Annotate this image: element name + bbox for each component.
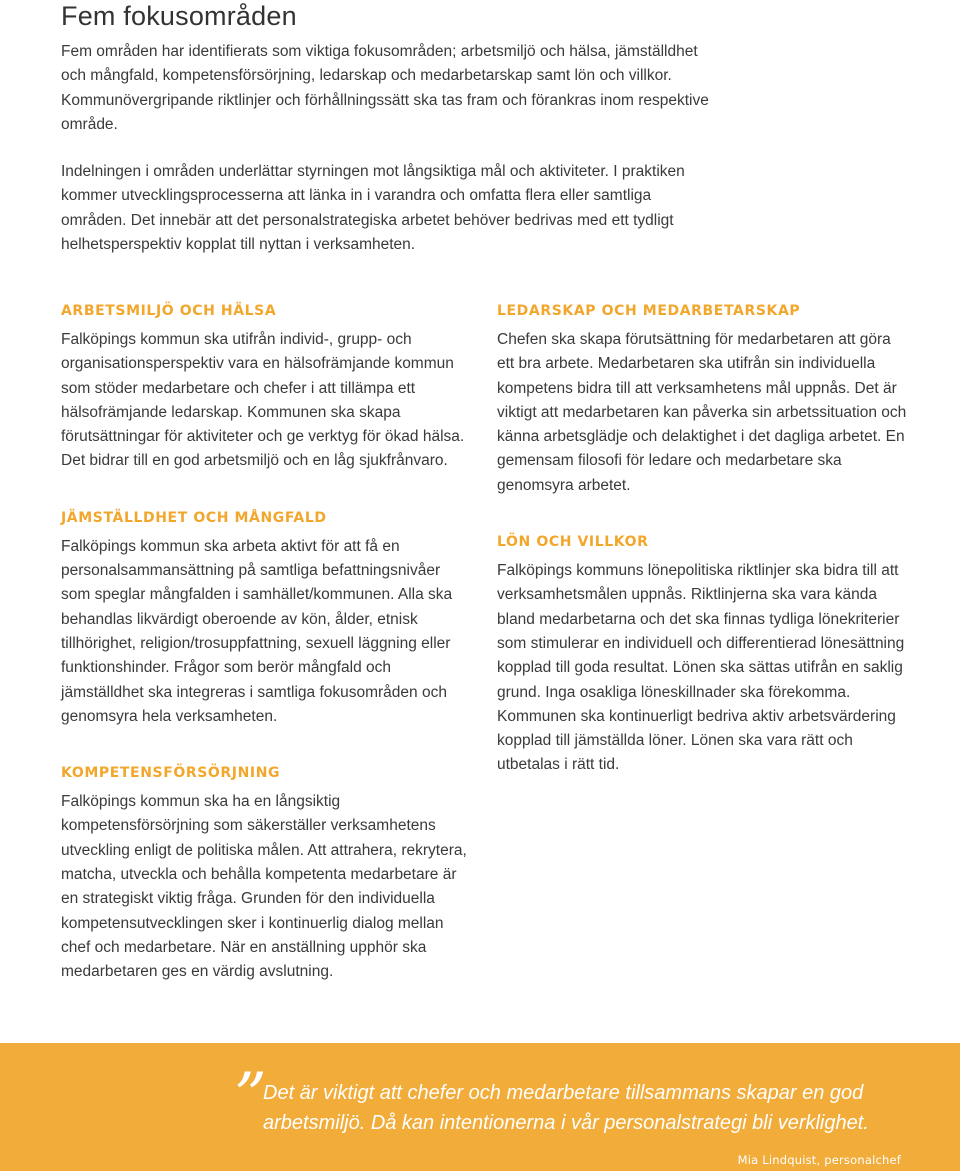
- section-heading: JÄMSTÄLLDHET OCH MÅNGFALD: [61, 509, 327, 526]
- intro-paragraph-1: Fem områden har identifierats som viktiga fokusområden; arbetsmiljö och hälsa, jämställdhet och mångfald, kompetensförsörjning, ledarskap och medarbetarskap samt lön och villkor. Kommunövergripande riktlinjer och förhållningssätt ska tas fram och förankras inom respektive område.: [61, 43, 709, 133]
- section-body: Falköpings kommun ska utifrån individ-, grupp- och organisationsperspektiv vara en hälsofrämjande kommun som stöder medarbetare och chefer i att tillämpa ett hälsofrämjande ledarskap. Kommunen ska skapa förutsättningar för aktiviteter och ge verktyg för ökad hälsa. Det bidrar till en god arbetsmiljö och en låg sjukfrånvaro.: [61, 331, 465, 470]
- section-jamstalldhet: [61, 507, 471, 729]
- section-heading: ARBETSMILJÖ OCH HÄLSA: [61, 303, 277, 319]
- section-heading: KOMPETENSFÖRSÖRJNING: [61, 765, 281, 782]
- section-ledarskap: [497, 300, 907, 498]
- right-column: [497, 300, 907, 811]
- section-heading: LÖN OCH VILLKOR: [497, 534, 649, 551]
- quote-mark-icon: ”: [234, 1060, 261, 1134]
- quote-text: Det är viktigt att chefer och medarbetare tillsammans skapar en god arbetsmiljö. Då kan intentionerna i vår personalstrategi bli verklighet.: [263, 1082, 869, 1134]
- section-heading: LEDARSKAP OCH MEDARBETARSKAP: [497, 303, 801, 319]
- section-body: Falköpings kommun ska ha en långsiktig kompetensförsörjning som säkerställer verksamhetens utveckling enligt de politiska målen. Att attrahera, rekrytera, matcha, utveckla och behålla kompetenta medarbetare är en strategiskt viktig fråga. Grunden för den individuella kompetensutvecklingen sker i kontinuerlig dialog mellan chef och medarbetare. När en anställning upphör ska medarbetaren ges en värdig avslutning.: [61, 793, 467, 981]
- section-arbetsmiljo: [61, 300, 471, 474]
- quote-author: Mia Lindquist, personalchef: [737, 1153, 901, 1167]
- section-body: Falköpings kommuns lönepolitiska riktlinjer ska bidra till att verksamhetsmålen uppnås. Riktlinjerna ska vara kända bland medarbetarna och det ska finnas tydliga lönekriterier som stimulerar en individuell och differentierad lönesättning kopplad till goda resultat. Lönen ska sättas utifrån en saklig grund. Inga osakliga löneskillnader ska förekomma. Kommunen ska kontinuerligt bedriva aktiv arbetsvärdering kopplad till jämställda löner. Lönen ska vara rätt och utbetalas i rätt tid.: [497, 562, 905, 774]
- section-kompetens: [61, 762, 471, 984]
- left-column: [61, 300, 471, 1018]
- page-title: Fem fokusområden: [61, 1, 297, 31]
- section-body: Chefen ska skapa förutsättning för medarbetaren att göra ett bra arbete. Medarbetaren ska utifrån sin individuella kompetens bidra till att verksamhetens mål uppnås. Det är viktigt att medarbetaren kan påverka sin arbetssituation och känna arbetsglädje och delaktighet i det dagliga arbetet. En gemensam filosofi för ledare och medarbetare ska genomsyra arbetet.: [497, 331, 907, 494]
- quote-banner: [0, 1043, 960, 1171]
- section-lon: [497, 531, 907, 778]
- section-body: Falköpings kommun ska arbeta aktivt för att få en personalsammansättning på samtliga befattningsnivåer som speglar mångfalden i samhället/kommunen. Alla ska behandlas likvärdigt oberoende av kön, ålder, etnisk tillhörighet, religion/trosuppfattning, sexuell läggning eller funktionshinder. Frågor som berör mångfald och jämställdhet ska integreras i samtliga fokusområden och genomsyra hela verksamheten.: [61, 537, 453, 725]
- intro-paragraph-2: Indelningen i områden underlättar styrningen mot långsiktiga mål och aktiviteter. I praktiken kommer utvecklingsprocesserna att länka in i varandra och omfatta flera eller samtliga områden. Det innebär att det personalstrategiska arbetet behöver bedrivas med ett tydligt helhetsperspektiv kopplat till nyttan i verksamheten.: [61, 163, 685, 253]
